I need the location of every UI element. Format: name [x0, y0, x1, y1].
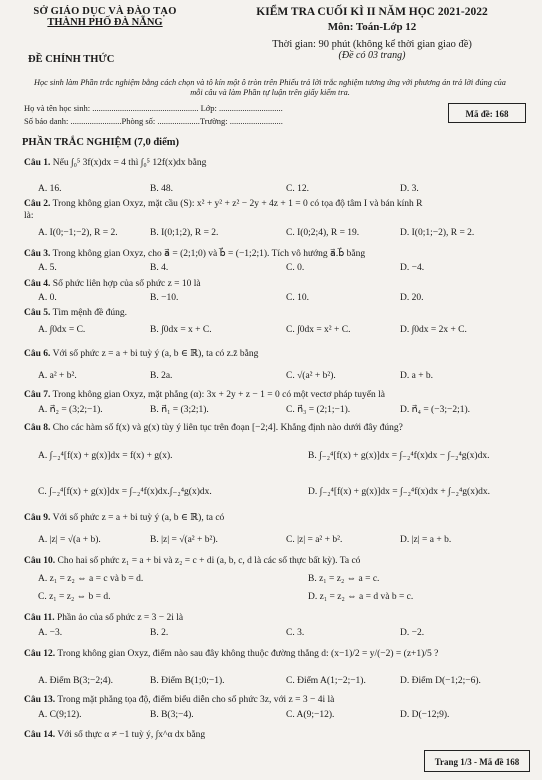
exam-title: KIỂM TRA CUỐI KÌ II NĂM HỌC 2021-2022 [256, 6, 488, 18]
page-count: (Đề có 03 trang) [338, 50, 406, 61]
question-number: Câu 7. [24, 390, 51, 400]
question-number: Câu 3. [24, 249, 51, 259]
student-id-row: Số báo danh: ........................Phòng số: ....................Trường: ......................... [24, 116, 283, 126]
question-number: Câu 11. [24, 613, 55, 623]
option-d: D. ∫0dx = 2x + C. [400, 325, 467, 335]
question-8 [24, 423, 403, 433]
question-9 [24, 512, 224, 523]
option-b: B. ∫₋₂⁴[f(x) + g(x)]dx = ∫₋₂⁴f(x)dx − ∫₋₂⁴g(x)dx. [308, 451, 490, 461]
question-text: Nếu ∫₀⁵ 3f(x)dx = 4 thì ∫₀⁵ 12f(x)dx bằng [50, 158, 207, 168]
question-1 [24, 158, 206, 168]
option-d: D. Điểm D(−1;2;−6). [400, 676, 481, 686]
question-number: Câu 4. [24, 279, 51, 289]
option-c: C. 0. [286, 263, 305, 273]
question-11 [24, 613, 183, 623]
option-a: A. |z| = √(a + b). [38, 535, 101, 545]
option-a: A. Điểm B(3;−2;4). [38, 676, 114, 686]
option-a: A. 5. [38, 263, 57, 273]
option-b: B. −10. [150, 293, 179, 303]
question-text: Trong không gian Oxyz, cho a⃗ = (2;1;0) và b⃗ = (−1;2;1). Tích vô hướng a⃗.b⃗ bằng [50, 249, 366, 259]
option-d: D. 3. [400, 184, 419, 194]
question-number: Câu 8. [24, 423, 51, 433]
question-text: Với số phức z = a + bi tuỳ ý (a, b ∈ ℝ), ta có [50, 513, 225, 523]
option-c: C. √(a² + b²). [286, 371, 336, 381]
option-d: D. ∫₋₂⁴[f(x) + g(x)]dx = ∫₋₂⁴f(x)dx + ∫₋₂⁴g(x)dx. [308, 487, 490, 497]
subject: Môn: Toán-Lớp 12 [327, 21, 417, 33]
question-4 [24, 279, 201, 289]
question-text-continued: là: [24, 211, 34, 221]
question-text: Số phức liên hợp của số phức z = 10 là [50, 279, 201, 289]
question-text: Trong không gian Oxyz, mặt phẳng (α): 3x + 2y + z − 1 = 0 có một vectơ pháp tuyến là [50, 390, 385, 400]
option-b: B. ∫0dx = x + C. [150, 325, 212, 335]
header-left [10, 6, 200, 28]
option-b: B. 4. [150, 263, 169, 273]
option-c: C. n⃗₃ = (2;1;−1). [286, 405, 351, 415]
question-number: Câu 14. [24, 730, 56, 740]
question-text: Trong không gian Oxyz, điểm nào sau đây không thuộc đường thẳng d: (x−1)/2 = y/(−2) = (z+1)/5 ? [55, 649, 439, 659]
question-number: Câu 6. [24, 349, 51, 359]
option-d: D. z₁ = z₂ ⇔ a = d và b = c. [308, 592, 414, 602]
question-number: Câu 12. [24, 649, 56, 659]
option-c: C. ∫0dx = x² + C. [286, 325, 351, 335]
option-c: C. 10. [286, 293, 309, 303]
option-c: C. |z| = a² + b². [286, 535, 343, 545]
exam-time: Thời gian: 90 phút (không kể thời gian giao đề) [272, 39, 472, 50]
dept-line2: THÀNH PHỐ ĐÀ NẴNG [47, 17, 163, 28]
option-a: A. z₁ = z₂ ⇔ a = c và b = d. [38, 574, 144, 584]
question-3 [24, 248, 365, 259]
option-c: C. z₁ = z₂ ⇔ b = d. [38, 592, 111, 602]
option-d: D. −4. [400, 263, 425, 273]
question-text: Trong mặt phẳng tọa độ, điểm biểu diễn cho số phức 3z, với z = 3 − 4i là [55, 695, 335, 705]
exam-code-box: Mã đề: 168 [448, 103, 526, 123]
question-6 [24, 348, 258, 359]
question-number: Câu 9. [24, 513, 51, 523]
question-13 [24, 695, 334, 705]
option-b: B. |z| = √(a² + b²). [150, 535, 218, 545]
page-footer: Trang 1/3 - Mã đề 168 [424, 750, 530, 772]
instructions: Học sinh làm Phần trắc nghiệm bằng cách chọn và tô kín một ô tròn trên Phiếu trả lời trắc nghiệm tương ứng với phương án trả lời đúng của mỗi câu và làm Phần tự luận trên giấy kiểm tra. [34, 78, 506, 97]
option-a: A. ∫0dx = C. [38, 325, 86, 335]
question-number: Câu 2. [24, 199, 51, 209]
option-b: B. 2a. [150, 371, 173, 381]
option-d: D. 20. [400, 293, 424, 303]
question-7 [24, 390, 385, 400]
question-text: Cho hai số phức z₁ = a + bi và z₂ = c + di (a, b, c, d là các số thực bất kỳ). Ta có [55, 556, 361, 566]
option-a: A. 0. [38, 293, 57, 303]
option-c: C. A(9;−12). [286, 710, 335, 720]
option-b: B. I(0;1;2), R = 2. [150, 228, 219, 238]
option-b: B. n⃗₁ = (3;2;1). [150, 405, 209, 415]
option-d: D. D(−12;9). [400, 710, 450, 720]
question-text: Tìm mệnh đề đúng. [50, 308, 128, 318]
option-d: D. |z| = a + b. [400, 535, 452, 545]
section-title: PHẦN TRẮC NGHIỆM (7,0 điểm) [22, 137, 180, 148]
option-a: A. 16. [38, 184, 62, 194]
student-name-row: Họ và tên học sinh: .................................................. Lớp: .............................. [24, 103, 283, 113]
option-c: C. 3. [286, 628, 305, 638]
option-c: C. 12. [286, 184, 309, 194]
question-text: Với số thực α ≠ −1 tuỳ ý, ∫x^α dx bằng [55, 730, 206, 740]
option-c: C. ∫₋₂⁴[f(x) + g(x)]dx = ∫₋₂⁴f(x)dx.∫₋₂⁴g(x)dx. [38, 487, 212, 497]
option-c: C. I(0;2;4), R = 19. [286, 228, 360, 238]
option-b: B. 48. [150, 184, 173, 194]
option-d: D. a + b. [400, 371, 434, 381]
option-a: A. I(0;−1;−2), R = 2. [38, 228, 118, 238]
option-d: D. n⃗₄ = (−3;−2;1). [400, 405, 470, 415]
dept-line1: SỞ GIÁO DỤC VÀ ĐÀO TẠO [33, 6, 177, 17]
question-14 [24, 730, 205, 740]
question-5 [24, 308, 127, 318]
question-2 [24, 199, 423, 209]
option-b: B. z₁ = z₂ ⇔ a = c. [308, 574, 380, 584]
option-a: A. n⃗₂ = (3;2;−1). [38, 405, 103, 415]
question-text: Cho các hàm số f(x) và g(x) tùy ý liên tục trên đoạn [−2;4]. Khẳng định nào dưới đây đúng? [50, 423, 403, 433]
option-a: A. a² + b². [38, 371, 77, 381]
official-label: ĐỀ CHÍNH THỨC [28, 54, 115, 65]
option-c: C. Điểm A(1;−2;−1). [286, 676, 366, 686]
option-d: D. I(0;1;−2), R = 2. [400, 228, 475, 238]
question-text: Trong không gian Oxyz, mặt cầu (S): x² + y² + z² − 2y + 4z + 1 = 0 có tọa độ tâm I và bán kính R [50, 199, 423, 209]
option-a: A. −3. [38, 628, 63, 638]
option-a: A. ∫₋₂⁴[f(x) + g(x)]dx = f(x) + g(x). [38, 451, 173, 461]
option-a: A. C(9;12). [38, 710, 82, 720]
option-b: B. B(3;−4). [150, 710, 194, 720]
option-b: B. 2. [150, 628, 169, 638]
option-d: D. −2. [400, 628, 425, 638]
question-number: Câu 1. [24, 158, 51, 168]
question-12 [24, 649, 438, 659]
question-number: Câu 10. [24, 556, 56, 566]
question-10 [24, 556, 360, 566]
question-text: Phần ảo của số phức z = 3 − 2i là [54, 613, 184, 623]
question-text: Với số phức z = a + bi tuỳ ý (a, b ∈ ℝ), ta có z.z̄ bằng [50, 349, 259, 359]
header-right [222, 6, 522, 61]
question-number: Câu 5. [24, 308, 51, 318]
question-number: Câu 13. [24, 695, 56, 705]
option-b: B. Điểm B(1;0;−1). [150, 676, 225, 686]
